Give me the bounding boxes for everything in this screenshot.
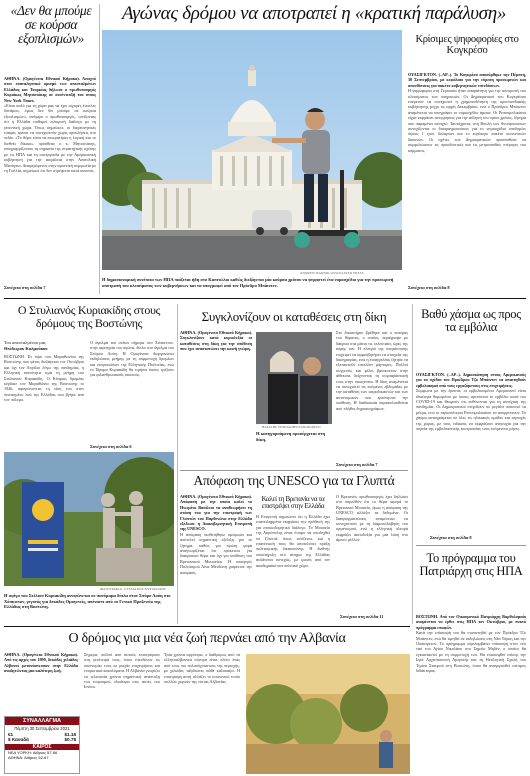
top-left-article bbox=[4, 76, 96, 292]
statue-photo-credit: ΦΩΤΟΓΡΑΦΙΑ: ΣΤΥΛΙΑΝΟΣ ΚΥΡΙΑΚΙΔΗΣ bbox=[100, 587, 166, 591]
top-left-continued[interactable]: Συνέχεια στη σελίδα 7 bbox=[4, 285, 46, 290]
capitol-caption: Η δημοσιονομική συνέπεια των ΗΠΑ παίζεται ήδη στο Καπιτώλιο καθώς διεξάγεται μία κούρσα χρόνου να ψηφιστεί ένα νομοσχέδιο για την προσωρινή αποτροπή του κλεισίματος των κυβερνήσεων και να υπογραφεί από τον Πρόεδρο Μπάιντεν. bbox=[102, 277, 394, 288]
albania-scene-illustration bbox=[246, 654, 410, 774]
vaccine-continued[interactable]: Συνέχεια στη σελίδα 8 bbox=[430, 535, 472, 540]
exchange-row-2-label: $ Καναδά bbox=[8, 737, 29, 742]
trial-column-1 bbox=[180, 330, 252, 478]
capitol-photo bbox=[102, 30, 402, 270]
exchange-title: ΣΥΝΑΛΛΑΓΜΑ bbox=[5, 717, 79, 725]
capitol-photo-credit: ANDREW HARNIK/ASSOCIATED PRESS bbox=[300, 271, 364, 275]
capitol-scene-illustration bbox=[102, 30, 402, 270]
weather-title: ΚΑΙΡΟΣ bbox=[5, 744, 79, 750]
albania-headline: Ο δρόμος για μια νέα ζωή περνάει από την Αλβανία bbox=[68, 631, 346, 646]
vaccine-lead: ΟΥΑΣΙΓΚΤΟΝ. (–ΑΡ–). Δημοσκόπηση στους Αμερικανούς για τα σχέδια του Προέδρου Τζο Μπάιντεν να απαιτηθούν εμβολιασμοί από τους εργαζόμενους στις επιχειρήσεις. bbox=[416, 372, 526, 388]
boston-continued[interactable]: Συνέχεια στη σελίδα 6 bbox=[90, 444, 132, 449]
boston-byline-name: Θεόδωρου Καλμούκου bbox=[4, 345, 48, 351]
trial-column-3: Στο δικαστήριο βρέθηκε και ο πατέρας του θύματος, ο οποίος περιέγραψε με δάκρυα στα μάτια τις τελευταίες ώρες της κόρης του. Η πλευρά της υπεράσπισης επιχειρεί να αμφισβητήσει τα στοιχεία της δικογραφίας, ενώ η εισαγγελέας ζήτησε να εξεταστούν επιπλέον μάρτυρες. Πολλοί συγγενείς και φίλοι βρίσκονταν στην αίθουσα, δείχνοντας τη συμπαράστασή τους στην οικογένεια. Η δίκη αναμένεται να συνεχιστεί τις επόμενες εβδομάδες με την κατάθεση των ιατροδικαστών και των αστυνομικών που ερεύνησαν την υπόθεση. Η διαδικασία παρακολουθείται από πλήθος δημοσιογράφων. bbox=[336, 330, 408, 411]
albania-column-3: Τρία χρόνια αργότερα, ο διάδρομος από τα ελληνοαλβανικά σύνορα είναι πλέον ένας από τους πιο πολυσύχναστους της περιοχής, με χιλιάδες ταξιδιώτες κάθε καλοκαίρι. Η επιστροφή αυτή αλλάζει το κοινωνικό τοπίο πολλών χωριών της νότιας Αλβανίας. bbox=[164, 652, 240, 685]
unesco-lead: ΑΘΗΝΑ. (Ομογένεια Εθνικού Κήρυκα). Απόφαση με την οποία καλεί το Ηνωμένο Βασίλειο να αναθεωρήσει τη στάση του για την επιστροφή των Γλυπτών του Παρθενώνα στην Ελλάδα εξέδωσε η Διακυβερνητική Επιτροπή της UNESCO. bbox=[180, 494, 252, 532]
boston-column-2: Ο άγαλμά του στέκει σήμερα στο Χόπκιντον, στην αφετηρία του αγώνα, δίπλα στο άγαλμα του Σπύρου Λούη. Η Ομογένεια διοργανώνει εκδηλώσεις μνήμης με τη συμμετοχή δρομέων και εκπροσώπων της Ελληνικής Πολιτείας, ενώ το Ίδρυμα Κυριακίδη θα τιμήσει όσους τρέξουν για φιλανθρωπικούς σκοπούς. bbox=[90, 340, 174, 378]
albania-column-2: Σήμερα, πολλοί από αυτούς επιστρέφουν στη γενέτειρά τους, όπου επενδύουν τις οικονομίες τους σε μικρές επιχειρήσεις και τουριστικά καταλύματα. Η Αλβανία γνωρίζει τα τελευταία χρόνια σημαντική ανάπτυξη του τουρισμού, ιδιαίτερα στις ακτές του Ιονίου. bbox=[84, 652, 160, 690]
unesco-column-3: Ο Βρετανός πρωθυπουργός έχει δηλώσει στο παρελθόν ότι το θέμα αφορά το Βρετανικό Μουσείο, όμως η απόφαση της UNESCO αλλάζει τα δεδομένα. Οι διαπραγματεύσεις αναμένεται να συνεχιστούν με τη διαμεσολάβηση του οργανισμού, ενώ η ελληνική πλευρά εκφράζει αισιοδοξία για μια λύση στο άμεσο μέλλον. bbox=[336, 494, 408, 543]
weather-row-2: ΑΘΗΝΑ: Αίθριος 52-67 bbox=[8, 755, 49, 760]
unesco-column-2: Η Επιτροπή σημειώνει ότι η Ελλάδα έχει επανειλημμένα εκφράσει την πρόθεσή της για εποικοδομητικό διάλογο. Το Μουσείο της Ακρόπολης είναι έτοιμο να υποδεχθεί τα Γλυπτά, όπως τονίζεται, και η επανένωσή τους θα αποτελέσει πράξη πολιτισμικής δικαιοσύνης. Η διεθνής υποστήριξη στο αίτημα της Ελλάδας αυξάνεται συνεχώς, με φωνές από τον ακαδημαϊκό και πολιτικό χώρο. bbox=[256, 514, 330, 568]
side-lead: ΟΥΑΣΙΓΚΤΟΝ. (–ΑΡ–). Το Κογκρέσο αποσύρθηκε την Πέμπτη, 30 Σεπτεμβρίου, με κεφάλαιο για την εύρεση προσωρινών και απευθύνσεις για πακέτο κυβερνητικών επενδύσεων. bbox=[408, 72, 526, 88]
boston-column-1: ΒΟΣΤΩΝΗ. Εν όψει του Μαραθωνίου της Βοστώνης που φέτος διεξάγεται τον Οκτώβριο και όχι τον Απρίλιο λόγω της πανδημίας, η Ελληνική κοινότητα τιμά τη μνήμη του Στυλιανού Κυριακίδη. Ο Κύπριος δρομέας κέρδισε τον Μαραθώνιο της Βοστώνης το 1946, αφιερώνοντας τη νίκη του στον πεινασμένο λαό της Ελλάδας που βγήκε από τον πόλεμο. bbox=[4, 354, 84, 403]
exchange-row-1-label: €1 bbox=[8, 732, 14, 737]
trial-continued[interactable]: Συνέχεια στη σελίδα 7 bbox=[336, 462, 378, 467]
side-article bbox=[408, 72, 526, 282]
unesco-continued[interactable]: Συνέχεια στη σελίδα 11 bbox=[340, 614, 384, 619]
trial-scene-illustration bbox=[256, 332, 332, 424]
patriarch-lead: ΒΟΣΤΩΝΗ. Από τον Οικουμενικό Πατριάρχη Βαρθολομαίο αναμένεται να έρθει στις ΗΠΑ τον Οκτώβριο, με πυκνό πρόγραμμα επαφών. bbox=[416, 614, 526, 630]
exchange-box bbox=[4, 716, 80, 774]
kyriakides-statue-photo bbox=[4, 452, 174, 586]
trial-headline: Συγκλονίζουν οι καταθέσεις στη δίκη bbox=[201, 309, 387, 324]
albania-column-1 bbox=[4, 652, 78, 714]
exchange-row-1-value: $1.16 bbox=[64, 732, 76, 737]
vaccine-body: Σύμφωνα με την έρευνα, οι εμβολιασμένοι Αμερικανοί είναι ιδιαίτερα θυμωμένοι με όσους αρνούνται το εμβόλιο κατά του COVID-19 και θεωρούν ότι ευθύνονται για τη συνέχιση της πανδημίας. Οι Δημοκρατικοί στηρίζουν σε μεγάλο ποσοστό τα μέτρα, ενώ οι περισσότεροι Ρεπουμπλικάνοι τα απορρίπτουν. Το χάσμα καταγράφεται σε όλες τις ηλικιακές ομάδες και περιοχές της χώρας, με τους ειδικούς να εκφράζουν ανησυχία για την πορεία της εμβολιαστικής εκστρατείας τους επόμενους μήνες. bbox=[416, 388, 526, 432]
trial-photo bbox=[256, 332, 332, 424]
patriarch-article bbox=[416, 614, 526, 774]
unesco-subheadline: Καλεί τη Βρετανία να τα επιστρέψει στην Ελλάδα bbox=[261, 495, 325, 511]
patriarch-headline: Το πρόγραμμα του Πατριάρχη στις ΗΠΑ bbox=[419, 551, 523, 579]
weather-row-1: ΝΕΑ ΥΟΡΚΗ: Αίθριος 57-66 bbox=[8, 750, 58, 755]
top-left-lead: ΑΘΗΝΑ. (Ομογένεια Εθνικού Κήρυκα). Ανοιχτό στον επαναληπτικό ορισμό των απεσταλμένων Ελλάδας και Τουρκίας δήλωσε ο πρωθυπουργός Κυριάκος Μητσοτάκης σε συνέντευξή του στους New York Times. bbox=[4, 76, 96, 103]
vaccine-article bbox=[416, 372, 526, 530]
trial-photo-credit: ΒΑΣΙΛΗΣ ΡΕΜΠΑΠΗΣ/EUROKINISSI bbox=[262, 425, 321, 429]
trial-photo-caption: Η κατηγορούμενη προσέρχεται στη δίκη. bbox=[256, 431, 326, 442]
side-headline: Κρίσιμες ψηφοφορίες στο Κογκρέσο bbox=[415, 34, 519, 57]
exchange-row-2-value: $0.78 bbox=[64, 737, 76, 742]
vaccine-headline: Βαθύ χάσμα ως προς τα εμβόλια bbox=[421, 307, 521, 335]
albania-photo bbox=[246, 654, 410, 774]
trial-lead: ΑΘΗΝΑ. (Ομογένεια Εθνικού Κήρυκα). Συγκλονίζουν κατά κυριολεξία οι καταθέσεις στη δίκη για την υπόθεση που έχει αναστατώσει την κοινή γνώμη. bbox=[180, 330, 252, 352]
boston-byline-label: Του απεσταλμένου μας bbox=[4, 340, 46, 345]
unesco-body-1: Η απόφαση υιοθετήθηκε ομόφωνα και αποτελεί σημαντική εξέλιξη για το ζήτημα, καθώς για πρώτη φορά αναγνωρίζεται ότι πρόκειται για διακρατικό θέμα και όχι για υπόθεση του Βρετανικού Μουσείου. Η υπουργός Πολιτισμού Λίνα Μενδώνη χαιρέτισε την απόφαση. bbox=[180, 531, 252, 575]
top-left-body: «Είναι καλό για τη χώρα μας να έχει ισχυρές ένοπλες δυνάμεις, όμως δεν θα μπούμε σε κούρσα εξοπλισμών», ανέφερε ο πρωθυπουργός, τονίζοντας ότι η Ελλάδα επιθυμεί ειλικρινή διάλογο με τη γειτονική χώρα. Όπως σημείωσε, οι διερευνητικές επαφές πρέπει να συνεχιστούν χωρίς προκλήσεις στο πεδίο. «Το θέμα είναι να επικρατήσει η λογική και το διεθνές δίκαιο», πρόσθεσε ο κ. Μητσοτάκης, υπογραμμίζοντας τη σημασία της στρατηγικής σχέσης με τις ΗΠΑ και τη συνεργασία με την Αμερικανική κυβέρνηση για την ασφάλεια στην Ανατολική Μεσόγειο. Αναφερόμενος στην αμυντική συμφωνία με τη Γαλλία, σημείωσε ότι δεν στρέφεται κατά κανενός. bbox=[4, 103, 96, 173]
statue-caption: Η σφίγα του Στέλιου Κυριακίδη ανυψώνεται σε πανόραμα δίπλα στον Σπύρο Λούη στο Χόπκιντον, γεγονός για δεκάδες Ομογενείς, απέναντι από το Γενικό Προξενείο της Ελλάδας στη Βοστώνη. bbox=[4, 593, 171, 610]
patriarch-body: Κατά την επίσκεψή του θα συναντηθεί με τον Πρόεδρο Τζο Μπάιντεν, ενώ θα τιμηθεί σε εκδηλώσεις στη Νέα Υόρκη και την Ουάσιγκτον. Το πρόγραμμα περιλαμβάνει επίσκεψη στον νέο ναό του Αγίου Νικολάου στο Σημείο Μηδέν, ο οποίος θα εγκαινιαστεί με τη συμμετοχή του. Θα επισκεφθεί επίσης την Ιερά Αρχιεπισκοπή Αμερικής και τη Θεολογική Σχολή του Τιμίου Σταυρού στη Βοστώνη, όπου θα αναγορευθεί επίτιμος διδάκτορας. bbox=[416, 630, 526, 674]
boston-headline: Ο Στυλιανός Κυριακίδης στους δρόμους της Βοστώνης bbox=[17, 303, 161, 330]
unesco-column-1 bbox=[180, 494, 252, 620]
albania-lead: ΑΘΗΝΑ. (Ομογένεια Εθνικού Κήρυκα). Από τις αρχές του 1990, δεκάδες χιλιάδες Αλβανοί μετανάστευσαν στην Ελλάδα αναζητώντας μια καλύτερη ζωή. bbox=[4, 652, 78, 674]
top-left-headline: «Δεν θα μπούμε σε κούρσα εξοπλισμών» bbox=[10, 3, 92, 47]
exchange-date: Πέμπτη 30 Σεπτεμβρίου 2021 bbox=[14, 726, 70, 731]
side-body: Η ψηφοφορία στη Γερουσία ήταν απαραίτητη για την αποτροπή του κλεισίματος των υπηρεσιών. Οι Δημοκρατικοί του Κογκρέσου επέμεναν να συνεχιστεί η χρηματοδότηση της ομοσπονδιακής κυβέρνησης μέχρι τις αρχές Δεκεμβρίου, ενώ ο Πρόεδρος Μπάιντεν αναμένεται να υπογράψει το νομοσχέδιο άμεσα. Οι Ρεπουμπλικάνοι είχαν εκφράσει αντιρρήσεις για την αύξηση του ορίου χρέους, ζήτημα που παραμένει ανοιχτό. Ταυτόχρονα, στη Βουλή των Αντιπροσώπων συνεχίζονται οι διαπραγματεύσεις για το νομοσχέδιο υποδομών ύψους 1 τρισ. δολαρίων και το ευρύτερο πακέτο κοινωνικών δαπανών. Οι ηγέτες των Δημοκρατικών προσπαθούν να συμφιλιώσουν τις προοδευτικές και τις μετριοπαθείς πτέρυγες του κόμματος. bbox=[408, 88, 526, 153]
unesco-headline: Απόφαση της UNESCO για τα Γλυπτά bbox=[193, 473, 395, 488]
side-continued[interactable]: Συνέχεια στη σελίδα 8 bbox=[408, 285, 450, 290]
main-headline: Αγώνας δρόμου να αποτραπεί η «κρατική παράλυση» bbox=[121, 3, 507, 24]
statue-scene-illustration bbox=[4, 452, 174, 586]
